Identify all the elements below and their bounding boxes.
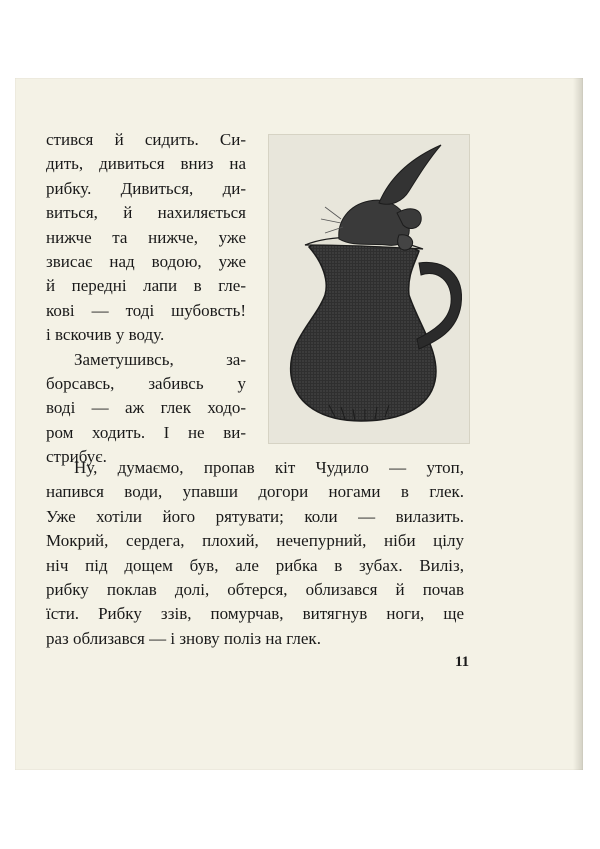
left-column-text xyxy=(46,128,246,470)
text-line: Уже хотіли його рятувати; коли — вилазить. xyxy=(46,506,464,526)
text-line: Ну, думаємо, пропав кіт Чудило — утоп, xyxy=(74,458,464,477)
text-line: воді — аж глек ходо- xyxy=(46,398,246,418)
text-line: стрибує. xyxy=(46,447,107,467)
text-line: рибку поклав долі, обтерся, облизався й почав xyxy=(46,580,464,600)
text-line: напився води, упавши догори ногами в глек. xyxy=(46,482,464,502)
text-line: рибку. Дивиться, ди- xyxy=(46,178,246,198)
full-width-text xyxy=(46,456,464,651)
cat-in-jug-illustration xyxy=(268,134,470,444)
text-line: кові — тоді шубовсть! xyxy=(46,300,246,320)
text-line: ніч під дощем був, але рибка в зубах. Виліз, xyxy=(46,555,464,575)
text-line: і вскочив у воду. xyxy=(46,325,165,345)
text-line: звисає над водою, уже xyxy=(46,252,246,272)
text-line: нижче та нижче, уже xyxy=(46,227,246,247)
page-number: 11 xyxy=(455,654,470,670)
text-line: борсавсь, забивсь у xyxy=(46,374,246,394)
text-line: й передні лапи в гле- xyxy=(46,276,246,296)
text-line: Мокрий, сердега, плохий, нечепурний, ніби цілу xyxy=(46,531,464,551)
text-line: стився й сидить. Си- xyxy=(46,130,246,149)
text-line: Заметушивсь, за- xyxy=(74,349,246,369)
text-line: раз облизався — і знову поліз на глек. xyxy=(46,628,321,648)
text-line: дить, дивиться вниз на xyxy=(46,154,246,174)
text-line: виться, й нахиляється xyxy=(46,203,246,223)
jug-drawing xyxy=(269,135,469,443)
text-line: їсти. Рибку ззів, помурчав, витягнув ноги, ще xyxy=(46,604,464,624)
text-line: ром ходить. І не ви- xyxy=(46,422,246,442)
